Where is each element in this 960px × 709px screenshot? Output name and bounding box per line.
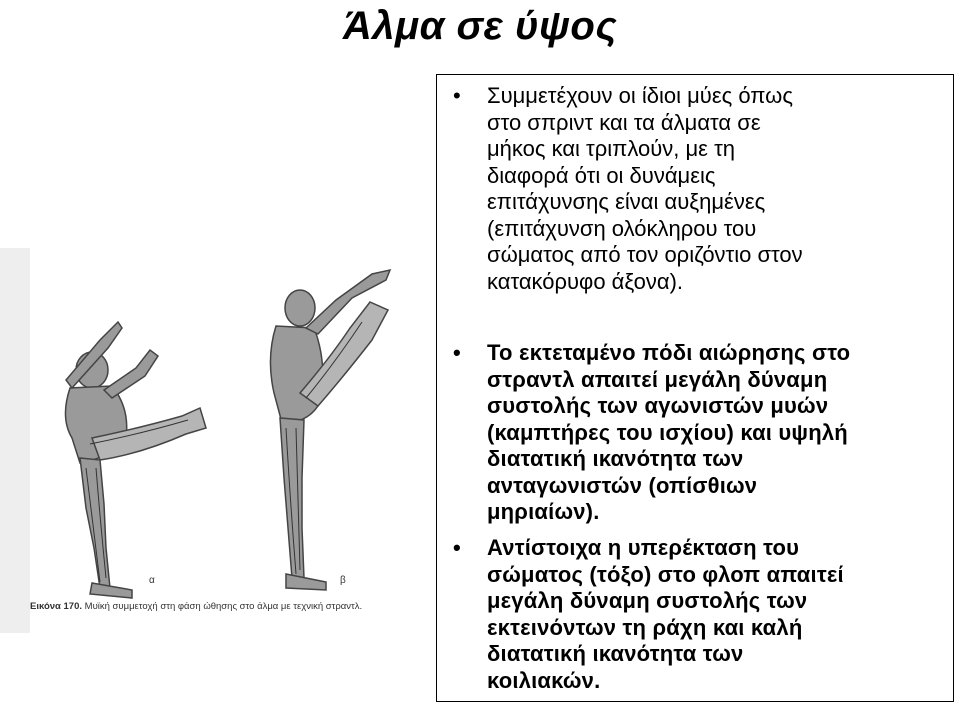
figure-label-b: β xyxy=(340,575,346,586)
figure-caption-text: Μυϊκή συμμετοχή στη φάση ώθησης στο άλμα με τεχνική στραντλ. xyxy=(84,601,363,612)
bullet-item xyxy=(437,535,953,694)
bullet-text: Το εκτεταμένο πόδι αιώρησης στο στραντλ απαιτεί μεγάλη δύναμη συστολής των αγωνιστών μυών (καμπτήρες του ισχίου) και υψηλή διατατική ικανότητα των ανταγωνιστών (οπίσθιων μηριαίων). xyxy=(487,340,851,524)
bullet-marker: • xyxy=(453,83,461,108)
bullet-item xyxy=(437,83,953,295)
bullet-text: Αντίστοιχα η υπερέκταση του σώματος (τόξο) στο φλοπ απαιτεί μεγάλη δύναμη συστολής των εκτεινόντων τη ράχη και καλή διατατική ικανότητα των κοιλιακών. xyxy=(487,535,844,693)
figure-caption-label: Εικόνα 170. xyxy=(30,601,83,612)
bullet-text-box xyxy=(436,74,954,702)
bullet-marker: • xyxy=(453,340,461,365)
slide-title: Άλμα σε ύψος xyxy=(342,4,618,48)
figure-label-a: α xyxy=(149,575,155,586)
bullet-text: Συμμετέχουν οι ίδιοι μύες όπως στο σπριντ και τα άλματα σε μήκος και τριπλούν, με τη διαφορά ότι οι δυνάμεις επιτάχυνσης είναι αυξημένες (επιτάχυνση ολόκληρου του σώματος από τον οριζόντιο στον κατακόρυφο άξονα). xyxy=(487,83,803,294)
muscle-illustration xyxy=(0,248,440,633)
bullet-marker: • xyxy=(453,535,461,560)
figure-caption xyxy=(30,601,362,612)
bullet-item xyxy=(437,340,953,526)
anatomy-figure xyxy=(0,248,440,633)
